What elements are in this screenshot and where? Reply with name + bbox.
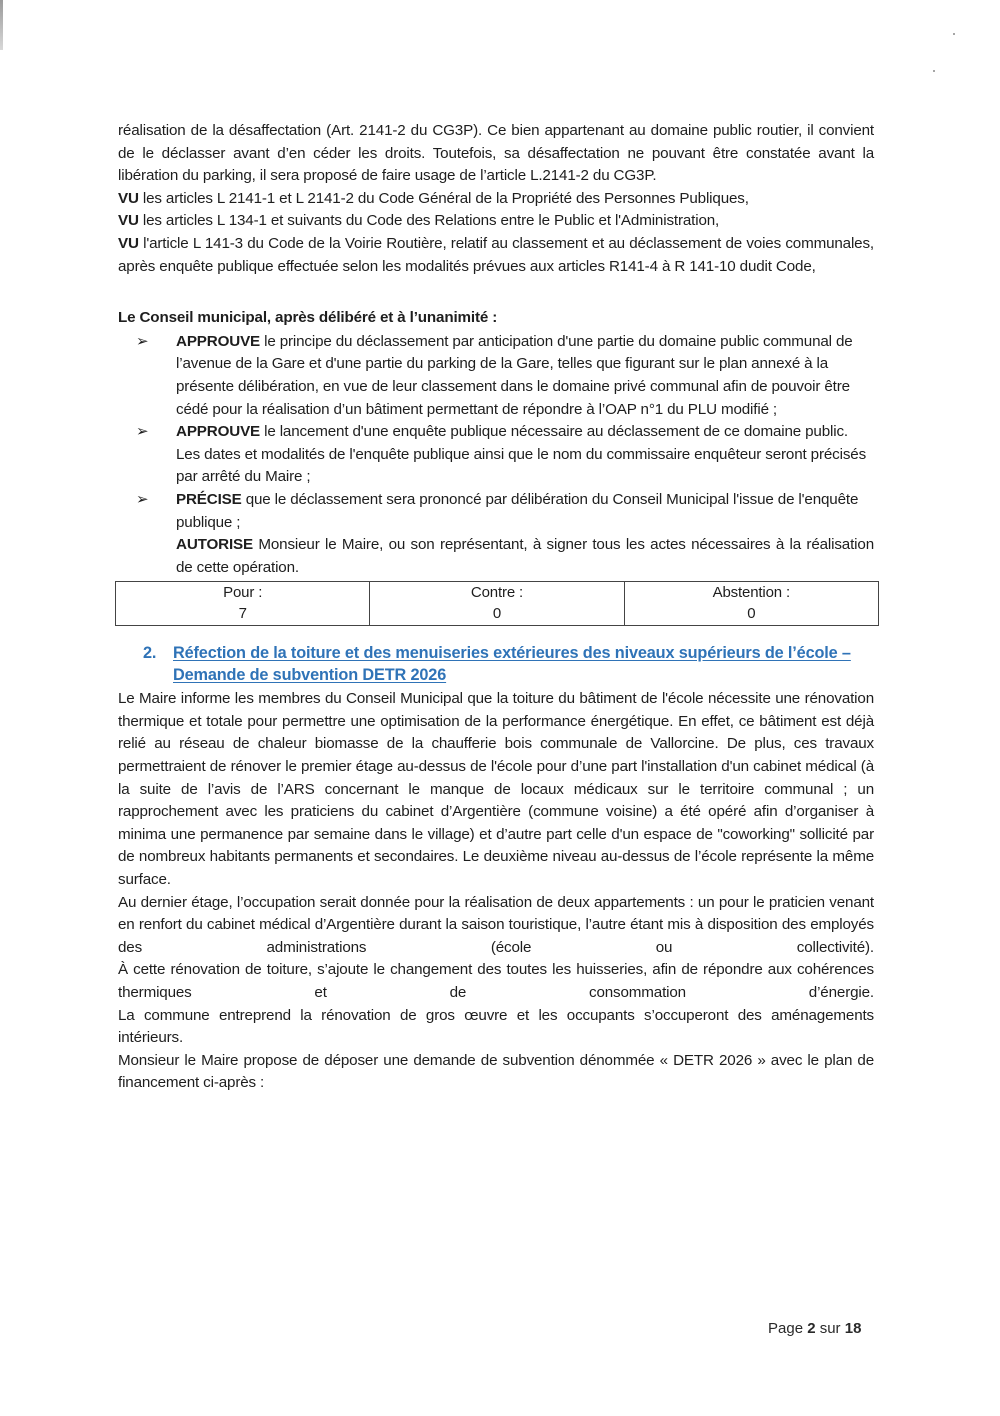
scan-edge-shadow xyxy=(0,0,3,50)
vote-cell-abstention xyxy=(624,582,878,626)
resolution-verb: AUTORISE xyxy=(176,536,253,554)
vote-value: 0 xyxy=(747,605,756,623)
vote-value: 0 xyxy=(492,605,502,623)
vu-label: VU xyxy=(118,212,139,230)
section-paragraph: Le Maire informe les membres du Conseil Municipal que la toiture du bâtiment de l'école nécessite une rénovation thermique et totale pour permettre une optimisation de la performance énergétique. En effet, ce bâtiment est déjà relié au réseau de chaleur biomasse de la chaufferie bois communale de Vallorcine. De plus, ces travaux permettraient de rénover le premier étage au-dessus de l'école pour d’une part l'installation d'un cabinet médical (à la suite de l’avis de l’ARS concernant le manque de locaux médicaux sur le territoire communal ; un rapprochement avec les praticiens du cabinet d’Argentière (commune voisine) a été opéré afin d’organiser à minima une permanence par semaine dans le village) et d’autre part celle d'un espace de "coworking" sollicité par de nombreux habitants permanents et secondaires. Le deuxième niveau au-dessus de l’école représente la même surface. xyxy=(118,690,874,889)
vu-line-3: VU l'article L 141-3 du Code de la Voirie Routière, relatif au classement et au déclassement de voies communales, après enquête publique effectuée selon les modalités prévues aux articles R141-4 à R 141-10 dudit Code, xyxy=(118,234,874,275)
section-paragraph: À cette rénovation de toiture, s’ajoute le changement des toutes les huisseries, afin de répondre aux cohérences thermiques et de consommation d’énergie. xyxy=(118,961,874,1001)
scan-speck xyxy=(933,70,935,72)
resolution-verb: APPROUVE xyxy=(176,332,261,350)
section-number: 2. xyxy=(143,644,157,663)
section-paragraph: La commune entreprend la rénovation de gros œuvre et les occupants s’occuperont des aménagements intérieurs. xyxy=(118,1006,874,1047)
vu-label: VU xyxy=(118,234,139,252)
vote-label: Contre : xyxy=(470,584,524,602)
vote-cell-pour xyxy=(116,582,370,626)
page-number: Page 2 sur 18 xyxy=(768,1320,862,1337)
vu-line-2: VU les articles L 134-1 et suivants du Code des Relations entre le Public et l'Administration, xyxy=(118,212,720,230)
vote-value: 7 xyxy=(238,605,247,623)
arrow-bullet-icon: ➢ xyxy=(136,490,149,508)
section-paragraph: Au dernier étage, l’occupation serait donnée pour la réalisation de deux appartements : un pour le praticien venant en renfort du cabinet médical d’Argentière durant la saison touristique, l’autre étant mis à disposition des employés des administrations (école ou collectivité). xyxy=(118,893,874,956)
vote-cell-contre xyxy=(370,582,624,626)
total-pages: 18 xyxy=(844,1320,862,1337)
resolution-verb: PRÉCISE xyxy=(176,490,242,508)
vote-table xyxy=(115,581,879,626)
vu-label: VU xyxy=(118,189,139,207)
resolution-authorize: AUTORISE Monsieur le Maire, ou son représentant, à signer tous les actes nécessaires à la réalisation de cette opération. xyxy=(176,536,874,576)
scan-speck xyxy=(953,33,955,35)
current-page: 2 xyxy=(807,1320,816,1337)
resolution-item: ➢ APPROUVE le principe du déclassement par anticipation d'une partie du domaine public communal de l’avenue de la Gare et d'une partie du parking de la Gare, telles que figurant sur le plan annexé à la présente délibération, en vue de leur classement dans le domaine privé communal afin de pouvoir être cédé pour la réalisation d’un bâtiment permettant de répondre à l’OAP n°1 du PLU modifié ; xyxy=(136,332,853,418)
resolution-title: Le Conseil municipal, après délibéré et à l’unanimité : xyxy=(118,309,498,327)
vote-label: Pour : xyxy=(223,584,263,602)
arrow-bullet-icon: ➢ xyxy=(136,423,149,441)
document-page xyxy=(118,120,874,1095)
arrow-bullet-icon: ➢ xyxy=(136,332,149,350)
resolution-list xyxy=(118,331,874,534)
resolution-verb: APPROUVE xyxy=(176,423,261,441)
section-heading xyxy=(118,642,874,686)
vu-line-1: VU les articles L 2141-1 et L 2141-2 du Code Général de la Propriété des Personnes Publiques, xyxy=(118,189,749,207)
resolution-item: ➢ PRÉCISE que le déclassement sera prononcé par délibération du Conseil Municipal l'issue de l'enquête publique ; xyxy=(136,490,859,531)
section-paragraph: Monsieur le Maire propose de déposer une demande de subvention dénommée « DETR 2026 » avec le plan de financement ci-après : xyxy=(118,1051,874,1092)
vote-label: Abstention : xyxy=(712,584,791,602)
section-title: Réfection de la toiture et des menuiseries extérieures des niveaux supérieurs de l’école – Demande de subvention DETR 2026 xyxy=(173,644,851,685)
resolution-item: ➢ APPROUVE le lancement d'une enquête publique nécessaire au déclassement de ce domaine public. Les dates et modalités de l'enquête publique ainsi que le nom du commissaire enquêteur seront précisés par arrêté du Maire ; xyxy=(136,423,867,486)
intro-paragraph: réalisation de la désaffectation (Art. 2141-2 du CG3P). Ce bien appartenant au domaine public routier, il convient de le déclasser avant d’en céder les droits. Toutefois, sa désaffectation ne pouvant être constatée avant la libération du parking, il sera proposé de faire usage de l’article L.2141-2 du CG3P. xyxy=(118,122,874,185)
